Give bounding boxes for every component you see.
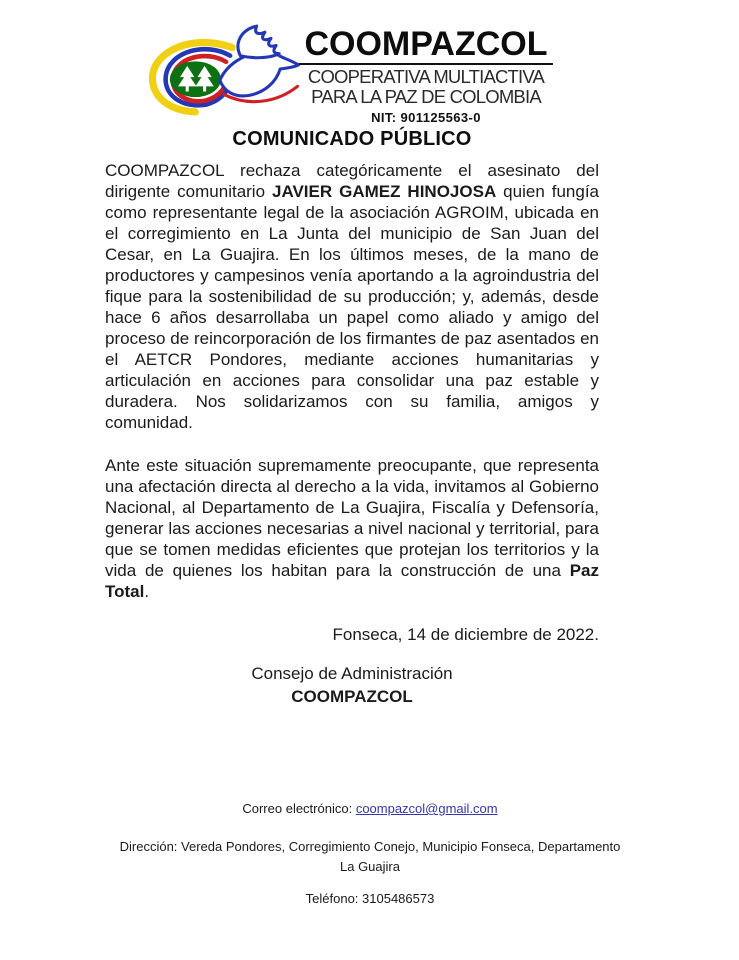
signature-council: Consejo de Administración (251, 664, 453, 683)
paragraph-2 (105, 455, 599, 602)
email-row (113, 801, 627, 816)
paragraph-1-text-cont: quien fungía como representante legal de la asociación AGROIM, ubicada en el corregimiento en La Junta del municipio de San Juan del Cesar, en La Guajira. En los últimos meses, de la mano de productores y campesinos venía aportando a la agroindustria del fique para la sostenibilidad de su producción; y, además, desde hace 6 años desarrollaba un papel como aliado y amigo del proceso de reincorporación de los firmantes de paz asentados en el AETCR Pondores, mediante acciones humanitarias y articulación en acciones para consolidar una paz estable y duradera. Nos solidarizamos con su familia, amigos y comunidad. (105, 182, 599, 432)
document-title: COMUNICADO PÚBLICO (232, 128, 472, 150)
dateline: Fonseca, 14 de diciembre de 2022. (332, 625, 599, 644)
paragraph-2-text-cont: . (144, 582, 150, 601)
email-link[interactable]: coompazcol@gmail.com (355, 801, 498, 816)
coompazcol-logo (142, 23, 306, 117)
brand-name: COOMPAZCOL (304, 25, 548, 63)
document-body (105, 160, 599, 708)
dove-wing-icon (238, 26, 279, 58)
paragraph-1-text: COOMPAZCOL rechaza categóricamente el asesinato del dirigente comunitario (105, 161, 599, 201)
trees-emblem-icon (170, 61, 221, 97)
brand-subtitle-line2: PARA LA PAZ DE COLOMBIA (311, 85, 541, 107)
email-label: Correo electrónico: (242, 801, 356, 816)
victim-name-bold: JAVIER GAMEZ HINOJOSA (272, 182, 497, 201)
phone-line: Teléfono: 3105486573 (305, 891, 435, 907)
paragraph-2-text: Ante este situación supremamente preocupante, que representa una afectación directa al derecho a la vida, invitamos al Gobierno Nacional, al Departamento de La Guajira, Fiscalía y Defensoría, generar las acciones necesarias a nivel nacional y territorial, para que se tomen medidas eficientes que protejan los territorios y la vida de quienes los habitan para la construcción de una (105, 456, 599, 580)
nit-number: NIT: 901125563-0 (371, 109, 481, 125)
signature-organization: COOMPAZCOL (291, 687, 413, 706)
brand-underline (299, 63, 553, 65)
signature-block (105, 662, 599, 708)
header-text-block (299, 27, 553, 125)
address-line: Dirección: Vereda Pondores, Corregimiento Conejo, Municipio Fonseca, Departamento La Guajira (119, 839, 621, 875)
paragraph-1 (105, 160, 599, 433)
brand-subtitle-line1: COOPERATIVA MULTIACTIVA (307, 66, 545, 87)
paz-total-bold: Paz Total (105, 561, 599, 601)
document-footer (113, 801, 627, 906)
